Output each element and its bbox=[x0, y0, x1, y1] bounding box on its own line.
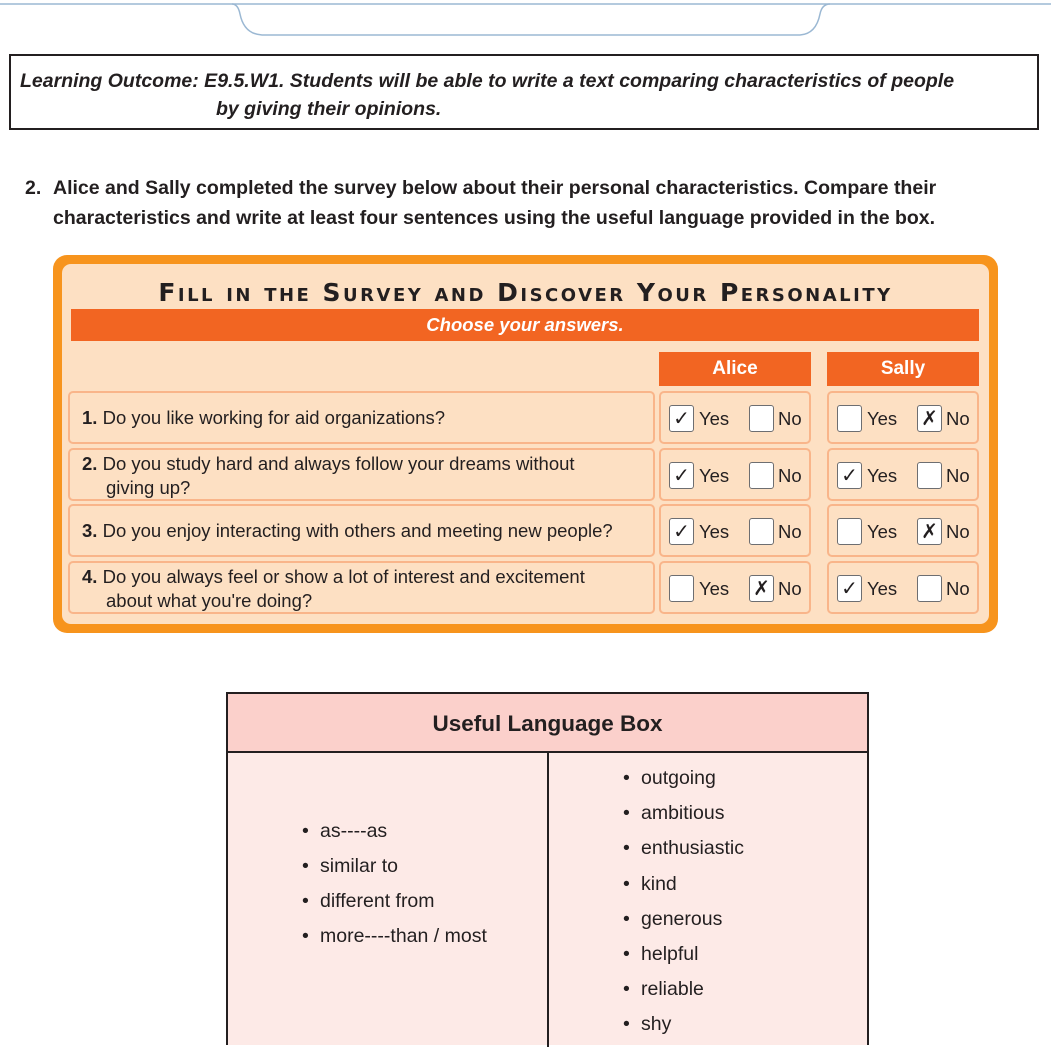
no-label: No bbox=[778, 465, 802, 486]
language-box-divider bbox=[547, 753, 549, 1047]
column-header-alice: Alice bbox=[659, 352, 811, 386]
survey-subtitle-banner: Choose your answers. bbox=[71, 309, 979, 341]
question-text-line-2: characteristics and write at least four sentences using the useful language provided in the box. bbox=[53, 207, 936, 229]
survey-panel bbox=[53, 255, 998, 633]
adjective-text: reliable bbox=[641, 978, 704, 1001]
adjective-item bbox=[623, 836, 744, 860]
adjective-item bbox=[623, 942, 698, 966]
yes-checkbox[interactable] bbox=[837, 518, 862, 545]
adjective-text: generous bbox=[641, 907, 723, 930]
no-checkbox[interactable] bbox=[749, 462, 774, 489]
bullet-icon: • bbox=[623, 802, 630, 825]
answer-cell-alice bbox=[659, 448, 811, 501]
answer-cell-alice bbox=[659, 504, 811, 557]
question-row-line bbox=[82, 519, 613, 542]
answer-cell-sally bbox=[827, 561, 979, 614]
adjective-text: enthusiastic bbox=[641, 837, 744, 860]
adjective-item bbox=[623, 1012, 671, 1036]
adjective-text: outgoing bbox=[641, 767, 716, 789]
yes-checkbox[interactable]: ✓ bbox=[669, 405, 694, 432]
yes-checkbox[interactable]: ✓ bbox=[837, 575, 862, 602]
yes-label: Yes bbox=[699, 521, 730, 542]
no-checkbox[interactable]: ✗ bbox=[749, 575, 774, 602]
question-row-text-cont: giving up? bbox=[106, 477, 191, 498]
bullet-icon: • bbox=[623, 907, 630, 930]
column-header-sally: Sally bbox=[827, 352, 979, 386]
bullet-icon: • bbox=[623, 978, 630, 1001]
answer-cell-alice bbox=[659, 561, 811, 614]
language-box-title: Useful Language Box bbox=[228, 694, 867, 753]
structure-item bbox=[302, 889, 435, 913]
survey-question-row bbox=[68, 504, 655, 557]
structure-text: similar to bbox=[320, 855, 399, 877]
no-label: No bbox=[778, 521, 802, 542]
no-checkbox[interactable] bbox=[917, 575, 942, 602]
question-row-text: Do you study hard and always follow your dreams without bbox=[102, 453, 575, 474]
structure-text: more----than / most bbox=[320, 925, 487, 947]
no-checkbox[interactable]: ✗ bbox=[917, 518, 942, 545]
no-label: No bbox=[946, 578, 970, 599]
structure-item bbox=[302, 924, 487, 948]
survey-question-row bbox=[68, 561, 655, 614]
no-checkbox[interactable] bbox=[749, 405, 774, 432]
bullet-icon: • bbox=[623, 872, 630, 895]
question-row-number: 4. bbox=[82, 566, 98, 587]
yes-label: Yes bbox=[699, 408, 730, 429]
answer-cell-sally bbox=[827, 448, 979, 501]
adjective-text: shy bbox=[641, 1013, 672, 1036]
no-label: No bbox=[778, 578, 802, 599]
question-row-text-cont: about what you're doing? bbox=[106, 590, 313, 611]
adjective-text: helpful bbox=[641, 943, 699, 965]
yes-checkbox[interactable]: ✓ bbox=[669, 518, 694, 545]
yes-label: Yes bbox=[699, 465, 730, 486]
yes-label: Yes bbox=[867, 521, 898, 542]
useful-language-box bbox=[226, 692, 869, 1045]
bullet-icon: • bbox=[302, 820, 309, 842]
adjective-item bbox=[623, 801, 724, 825]
answer-cell-sally bbox=[827, 391, 979, 444]
answer-cell-sally bbox=[827, 504, 979, 557]
page-header-tab bbox=[0, 0, 1051, 38]
bullet-icon: • bbox=[302, 855, 309, 877]
no-label: No bbox=[778, 408, 802, 429]
bullet-icon: • bbox=[623, 1013, 630, 1036]
adjective-item bbox=[623, 872, 677, 896]
yes-label: Yes bbox=[867, 578, 898, 599]
answer-cell-alice bbox=[659, 391, 811, 444]
bullet-icon: • bbox=[623, 837, 630, 860]
survey-panel-inner bbox=[62, 264, 989, 624]
question-text-line-1: Alice and Sally completed the survey below about their personal characteristics. Compare their bbox=[53, 177, 937, 199]
question-row-text: Do you like working for aid organizations? bbox=[102, 407, 446, 428]
question-row-number: 2. bbox=[82, 453, 98, 474]
question-row-line bbox=[82, 406, 445, 429]
structure-item bbox=[302, 854, 398, 878]
survey-question-row bbox=[68, 391, 655, 444]
bullet-icon: • bbox=[623, 767, 630, 789]
survey-title: Fill in the Survey and Discover Your Personality bbox=[158, 278, 893, 307]
adjective-text: kind bbox=[641, 872, 677, 895]
structure-text: different from bbox=[320, 890, 435, 912]
adjective-item bbox=[623, 766, 716, 790]
no-label: No bbox=[946, 408, 970, 429]
adjective-text: ambitious bbox=[641, 802, 725, 825]
bullet-icon: • bbox=[302, 890, 309, 912]
question-row-number: 3. bbox=[82, 520, 98, 541]
adjective-item bbox=[623, 977, 704, 1001]
no-label: No bbox=[946, 521, 970, 542]
yes-label: Yes bbox=[699, 578, 730, 599]
structure-text: as----as bbox=[320, 820, 388, 842]
no-checkbox[interactable] bbox=[917, 462, 942, 489]
learning-outcome-box bbox=[9, 54, 1039, 130]
question-number: 2. bbox=[25, 177, 42, 199]
learning-outcome-line-2: by giving their opinions. bbox=[216, 98, 442, 120]
yes-checkbox[interactable] bbox=[669, 575, 694, 602]
question-row-line bbox=[82, 565, 585, 588]
learning-outcome-line-1: Learning Outcome: E9.5.W1. Students will be able to write a text comparing characteristics of people bbox=[20, 70, 955, 92]
no-checkbox[interactable] bbox=[749, 518, 774, 545]
question-row-number: 1. bbox=[82, 407, 98, 428]
yes-label: Yes bbox=[867, 408, 898, 429]
no-label: No bbox=[946, 465, 970, 486]
yes-checkbox[interactable]: ✓ bbox=[669, 462, 694, 489]
yes-checkbox[interactable] bbox=[837, 405, 862, 432]
no-checkbox[interactable]: ✗ bbox=[917, 405, 942, 432]
bullet-icon: • bbox=[302, 925, 309, 947]
question-row-text: Do you enjoy interacting with others and meeting new people? bbox=[102, 520, 613, 541]
yes-checkbox[interactable]: ✓ bbox=[837, 462, 862, 489]
question-row-line bbox=[82, 452, 575, 475]
question-row-text: Do you always feel or show a lot of interest and excitement bbox=[102, 566, 585, 587]
survey-question-row bbox=[68, 448, 655, 501]
bullet-icon: • bbox=[623, 943, 630, 965]
structure-item bbox=[302, 819, 387, 843]
adjective-item bbox=[623, 907, 722, 931]
yes-label: Yes bbox=[867, 465, 898, 486]
